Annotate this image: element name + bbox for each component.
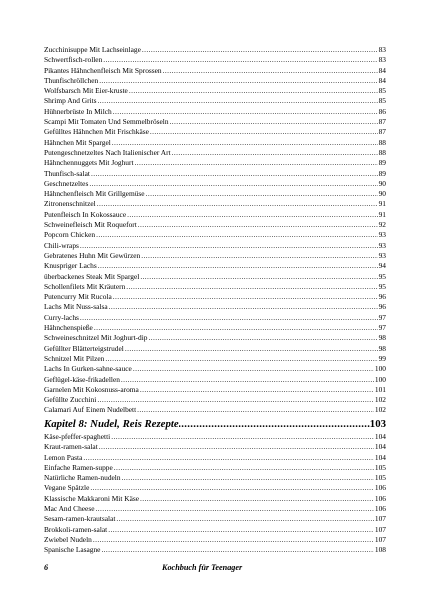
toc-entry[interactable] bbox=[44, 453, 386, 463]
toc-leader-dots bbox=[105, 354, 377, 364]
chapter-leader-dots bbox=[179, 418, 370, 431]
toc-entry-page-number: 89 bbox=[378, 168, 386, 178]
toc-entry[interactable] bbox=[44, 442, 386, 452]
toc-entry-title: Putengeschnetzeltes Nach Italienischer Art bbox=[44, 147, 171, 157]
toc-entry-page-number: 87 bbox=[378, 117, 386, 127]
toc-entry[interactable] bbox=[44, 199, 386, 209]
toc-leader-dots bbox=[138, 220, 378, 230]
toc-entry-page-number: 107 bbox=[374, 534, 386, 544]
toc-entry-title: Hähnchen Mit Spargel bbox=[44, 137, 111, 147]
toc-entry-page-number: 106 bbox=[374, 504, 386, 514]
toc-entry[interactable] bbox=[44, 261, 386, 271]
toc-entry-title: Hühnerbrüste In Milch bbox=[44, 106, 112, 116]
toc-entry-page-number: 102 bbox=[374, 395, 386, 405]
toc-entry-page-number: 91 bbox=[378, 199, 386, 209]
toc-entry[interactable] bbox=[44, 344, 386, 354]
toc-leader-dots bbox=[125, 344, 378, 354]
toc-entry[interactable] bbox=[44, 179, 386, 189]
toc-leader-dots bbox=[163, 66, 378, 76]
chapter-title: Kapitel 8: Nudel, Reis Rezepte bbox=[44, 418, 179, 430]
toc-entry-title: Schnitzel Mit Pilzen bbox=[44, 353, 105, 363]
toc-entry-title: Gefüllter Blätterteigstrudel bbox=[44, 343, 124, 353]
toc-leader-dots bbox=[140, 385, 374, 395]
toc-entry-page-number: 106 bbox=[374, 483, 386, 493]
toc-entry-title: Klassische Makkaroni Mit Käse bbox=[44, 493, 140, 503]
toc-entry[interactable] bbox=[44, 333, 386, 343]
toc-entry[interactable] bbox=[44, 241, 386, 251]
toc-entry-page-number: 84 bbox=[378, 75, 386, 85]
toc-entry-page-number: 106 bbox=[374, 493, 386, 503]
toc-leader-dots bbox=[91, 169, 378, 179]
toc-entry-page-number: 105 bbox=[374, 473, 386, 483]
toc-entry-title: Einfache Ramen-suppe bbox=[44, 462, 113, 472]
toc-entry-page-number: 88 bbox=[378, 137, 386, 147]
toc-leader-dots bbox=[83, 453, 374, 463]
toc-entry[interactable] bbox=[44, 138, 386, 148]
toc-entry[interactable] bbox=[44, 45, 386, 55]
toc-entry[interactable] bbox=[44, 545, 386, 555]
toc-leader-dots bbox=[146, 189, 378, 199]
toc-entry[interactable] bbox=[44, 169, 386, 179]
toc-entry[interactable] bbox=[44, 463, 386, 473]
toc-entry-page-number: 97 bbox=[378, 323, 386, 333]
toc-leader-dots bbox=[99, 442, 374, 452]
toc-leader-dots bbox=[111, 432, 374, 442]
toc-entry[interactable] bbox=[44, 535, 386, 545]
toc-entry-title: Wolfsbarsch Mit Eier-kruste bbox=[44, 86, 128, 96]
toc-entry-title: Sesam-ramen-krautsalat bbox=[44, 514, 116, 524]
toc-entry-page-number: 104 bbox=[374, 452, 386, 462]
toc-entry-page-number: 91 bbox=[378, 209, 386, 219]
toc-entry-title: Lachs Mit Nuss-salsa bbox=[44, 302, 108, 312]
toc-entry[interactable] bbox=[44, 66, 386, 76]
toc-leader-dots bbox=[80, 313, 378, 323]
toc-leader-dots bbox=[96, 230, 377, 240]
toc-leader-dots bbox=[90, 483, 374, 493]
toc-entry-title: Zitronenschnitzel bbox=[44, 199, 96, 209]
toc-entry-title: Geflügel-käse-frikadellen bbox=[44, 374, 120, 384]
toc-entry-title: Calamari Auf Einem Nudelbett bbox=[44, 405, 137, 415]
toc-leader-dots bbox=[112, 138, 378, 148]
toc-entry[interactable] bbox=[44, 107, 386, 117]
toc-entry-title: Lachs In Gurken-sahne-sauce bbox=[44, 364, 132, 374]
toc-leader-dots bbox=[126, 282, 377, 292]
toc-entry[interactable] bbox=[44, 405, 386, 415]
toc-entry[interactable] bbox=[44, 158, 386, 168]
toc-entry[interactable] bbox=[44, 313, 386, 323]
toc-entry-page-number: 90 bbox=[378, 189, 386, 199]
toc-entry[interactable] bbox=[44, 432, 386, 442]
toc-entry[interactable] bbox=[44, 354, 386, 364]
toc-entry-title: Zwiebel Nudeln bbox=[44, 534, 92, 544]
toc-entry-page-number: 96 bbox=[378, 292, 386, 302]
toc-leader-dots bbox=[113, 107, 378, 117]
toc-entry[interactable] bbox=[44, 494, 386, 504]
toc-entry[interactable] bbox=[44, 251, 386, 261]
toc-entry-title: Curry-lachs bbox=[44, 312, 79, 322]
toc-leader-dots bbox=[140, 494, 374, 504]
toc-entry-page-number: 104 bbox=[374, 442, 386, 452]
toc-entry-title: Knuspriger Lachs bbox=[44, 261, 97, 271]
footer-book-title: Kochbuch für Teenager bbox=[162, 563, 243, 572]
toc-entry-page-number: 87 bbox=[378, 127, 386, 137]
toc-entry[interactable] bbox=[44, 525, 386, 535]
toc-leader-dots bbox=[150, 127, 378, 137]
toc-leader-dots bbox=[99, 76, 377, 86]
toc-leader-dots bbox=[142, 45, 378, 55]
chapter-heading[interactable] bbox=[44, 418, 386, 431]
toc-entry[interactable] bbox=[44, 117, 386, 127]
toc-entry-page-number: 93 bbox=[378, 230, 386, 240]
toc-entry[interactable] bbox=[44, 483, 386, 493]
toc-leader-dots bbox=[121, 375, 374, 385]
toc-entry-page-number: 83 bbox=[378, 45, 386, 54]
chapter-page-number: 103 bbox=[369, 418, 386, 430]
toc-entry[interactable] bbox=[44, 282, 386, 292]
toc-leader-dots bbox=[135, 158, 378, 168]
toc-entry[interactable] bbox=[44, 504, 386, 514]
toc-leader-dots bbox=[137, 405, 374, 415]
toc-entry[interactable] bbox=[44, 230, 386, 240]
toc-entry-page-number: 88 bbox=[378, 147, 386, 157]
toc-entry-title: Schweinefleisch Mit Roquefort bbox=[44, 220, 137, 230]
toc-entry-title: Hähnchenspieße bbox=[44, 323, 93, 333]
toc-leader-dots bbox=[97, 395, 374, 405]
toc-entry[interactable] bbox=[44, 364, 386, 374]
toc-entry-page-number: 101 bbox=[374, 384, 386, 394]
toc-entry-page-number: 104 bbox=[374, 432, 386, 441]
toc-leader-dots bbox=[103, 55, 377, 65]
toc-entry[interactable] bbox=[44, 514, 386, 524]
toc-entry-title: Zucchinisuppe Mit Lachseinlage bbox=[44, 45, 141, 54]
toc-entry-page-number: 107 bbox=[374, 514, 386, 524]
toc-entry-title: Garnelen Mit Kokosnuss-aroma bbox=[44, 384, 139, 394]
toc-leader-dots bbox=[98, 261, 378, 271]
toc-entry[interactable] bbox=[44, 272, 386, 282]
toc-leader-dots bbox=[101, 545, 373, 555]
toc-leader-dots bbox=[148, 333, 377, 343]
toc-entry-page-number: 84 bbox=[378, 65, 386, 75]
toc-leader-dots bbox=[89, 179, 377, 189]
toc-entry-title: Thunfischröllchen bbox=[44, 75, 99, 85]
toc-leader-dots bbox=[114, 463, 374, 473]
toc-entry-page-number: 86 bbox=[378, 106, 386, 116]
toc-leader-dots bbox=[141, 251, 377, 261]
toc-entry[interactable] bbox=[44, 395, 386, 405]
toc-entry-page-number: 83 bbox=[378, 55, 386, 65]
toc-entry[interactable] bbox=[44, 385, 386, 395]
toc-entry[interactable] bbox=[44, 375, 386, 385]
toc-leader-dots bbox=[93, 535, 374, 545]
toc-entry-title: überbackenes Steak Mit Spargel bbox=[44, 271, 140, 281]
toc-entry[interactable] bbox=[44, 302, 386, 312]
toc-entry-page-number: 96 bbox=[378, 302, 386, 312]
toc-entry[interactable] bbox=[44, 323, 386, 333]
toc-entry-title: Mac And Cheese bbox=[44, 504, 95, 514]
toc-leader-dots bbox=[109, 302, 378, 312]
toc-entry-page-number: 105 bbox=[374, 462, 386, 472]
toc-entry-title: Shrimp And Grits bbox=[44, 96, 97, 106]
toc-entry[interactable] bbox=[44, 210, 386, 220]
toc-leader-dots bbox=[108, 525, 374, 535]
toc-leader-dots bbox=[170, 117, 378, 127]
toc-entry-title: Lemon Pasta bbox=[44, 452, 83, 462]
toc-entry-title: Schwertfisch-rollen bbox=[44, 55, 103, 65]
toc-entry-title: Thunfisch-salat bbox=[44, 168, 90, 178]
toc-entry-page-number: 85 bbox=[378, 86, 386, 96]
toc-entry-title: Schollenfilets Mit Kräutern bbox=[44, 281, 126, 291]
toc-leader-dots bbox=[94, 323, 378, 333]
toc-entry-title: Gebratenes Huhn Mit Gewürzen bbox=[44, 250, 141, 260]
toc-entry-page-number: 93 bbox=[378, 240, 386, 250]
toc-entry-page-number: 98 bbox=[378, 343, 386, 353]
toc-entry-title: Brokkoli-ramen-salat bbox=[44, 524, 108, 534]
toc-entry-title: Putencurry Mit Rucola bbox=[44, 292, 112, 302]
toc-leader-dots bbox=[172, 148, 378, 158]
toc-entry[interactable] bbox=[44, 189, 386, 199]
toc-entry[interactable] bbox=[44, 96, 386, 106]
toc-entry-title: Gefülltes Hähnchen Mit Frischkäse bbox=[44, 127, 149, 137]
toc-leader-dots bbox=[113, 292, 378, 302]
toc-leader-dots bbox=[80, 241, 378, 251]
toc-entry-page-number: 98 bbox=[378, 333, 386, 343]
toc-list-bottom bbox=[44, 432, 386, 556]
toc-entry-page-number: 93 bbox=[378, 250, 386, 260]
toc-list-top bbox=[44, 45, 386, 416]
toc-entry[interactable] bbox=[44, 148, 386, 158]
toc-entry-title: Kraut-ramen-salat bbox=[44, 442, 98, 452]
toc-entry-page-number: 90 bbox=[378, 178, 386, 188]
toc-entry-page-number: 97 bbox=[378, 312, 386, 322]
toc-entry-page-number: 95 bbox=[378, 271, 386, 281]
toc-entry[interactable] bbox=[44, 76, 386, 86]
toc-entry[interactable] bbox=[44, 86, 386, 96]
toc-entry-title: Hähnchennuggets Mit Joghurt bbox=[44, 158, 134, 168]
toc-entry-title: Gefüllte Zucchini bbox=[44, 395, 97, 405]
toc-entry-page-number: 108 bbox=[374, 545, 386, 555]
toc-entry-title: Popcorn Chicken bbox=[44, 230, 96, 240]
toc-entry-title: Chili-wraps bbox=[44, 240, 79, 250]
toc-entry-page-number: 94 bbox=[378, 261, 386, 271]
toc-entry-page-number: 107 bbox=[374, 524, 386, 534]
toc-entry-page-number: 92 bbox=[378, 220, 386, 230]
toc-leader-dots bbox=[116, 514, 373, 524]
toc-leader-dots bbox=[122, 473, 374, 483]
toc-leader-dots bbox=[97, 199, 378, 209]
toc-entry-page-number: 95 bbox=[378, 281, 386, 291]
toc-entry-page-number: 100 bbox=[374, 374, 386, 384]
footer-page-number: 6 bbox=[44, 563, 49, 572]
toc-entry[interactable] bbox=[44, 292, 386, 302]
toc-entry-title: Geschnetzeltes bbox=[44, 178, 89, 188]
toc-leader-dots bbox=[140, 272, 377, 282]
toc-leader-dots bbox=[127, 210, 378, 220]
toc-entry-page-number: 85 bbox=[378, 96, 386, 106]
toc-entry[interactable] bbox=[44, 127, 386, 137]
toc-leader-dots bbox=[96, 504, 374, 514]
toc-entry-title: Natürliche Ramen-nudeln bbox=[44, 473, 121, 483]
toc-entry[interactable] bbox=[44, 55, 386, 65]
toc-entry-page-number: 89 bbox=[378, 158, 386, 168]
toc-leader-dots bbox=[133, 364, 374, 374]
toc-entry[interactable] bbox=[44, 220, 386, 230]
toc-entry-title: Putenfleisch In Kokossauce bbox=[44, 209, 127, 219]
toc-entry-page-number: 99 bbox=[378, 353, 386, 363]
toc-entry-page-number: 102 bbox=[374, 405, 386, 415]
toc-entry[interactable] bbox=[44, 473, 386, 483]
toc-entry-title: Scampi Mit Tomaten Und Semmelbröseln bbox=[44, 117, 169, 127]
toc-entry-title: Hähnchenfleisch Mit Grillgemüse bbox=[44, 189, 145, 199]
toc-leader-dots bbox=[129, 86, 378, 96]
toc-entry-title: Spanische Lasagne bbox=[44, 545, 101, 555]
toc-entry-title: Käse-pfeffer-spaghetti bbox=[44, 432, 111, 441]
toc-entry-title: Pikantes Hähnchenfleisch Mit Sprossen bbox=[44, 65, 162, 75]
toc-entry-title: Schweineschnitzel Mit Joghurt-dip bbox=[44, 333, 148, 343]
toc-entry-title: Vegane Spätzle bbox=[44, 483, 90, 493]
toc-leader-dots bbox=[98, 96, 378, 106]
toc-entry-page-number: 100 bbox=[374, 364, 386, 374]
